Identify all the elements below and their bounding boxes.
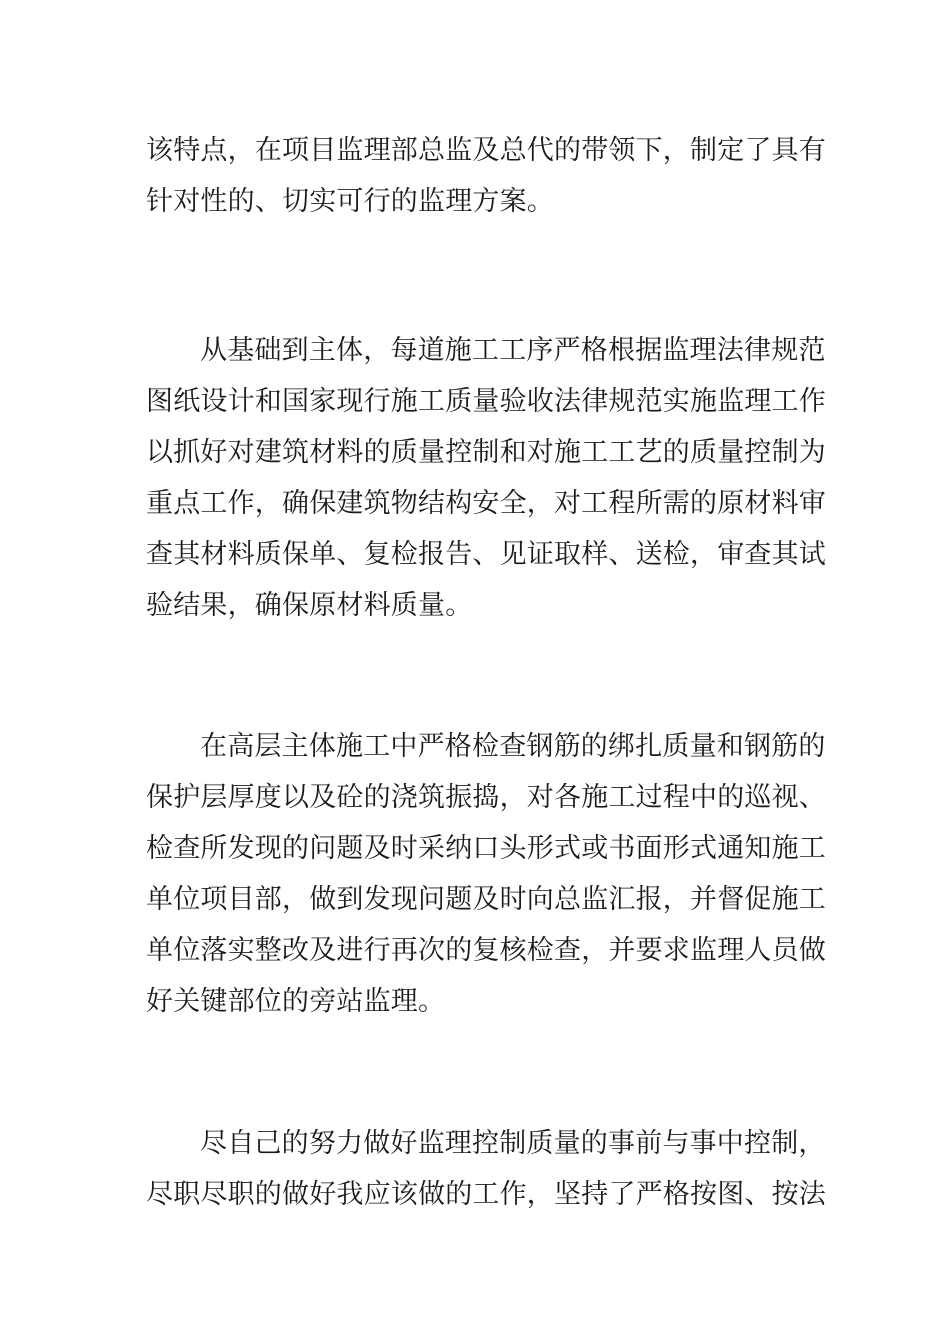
text-line: 单位项目部，做到发现问题及时向总监汇报，并督促施工: [146, 884, 826, 915]
text-line: 验结果，确保原材料质量。: [146, 590, 473, 621]
text-line: 针对性的、切实可行的监理方案。: [146, 186, 554, 217]
text-line: 单位落实整改及进行再次的复核检查，并要求监理人员做: [146, 935, 826, 966]
text-line: 保护层厚度以及砼的浇筑振捣，对各施工过程中的巡视、: [146, 782, 826, 813]
paragraph-3: [146, 721, 826, 1027]
text-line: 查其材料质保单、复检报告、见证取样、送检，审查其试: [146, 539, 826, 570]
text-line: 该特点，在项目监理部总监及总代的带领下，制定了具有: [146, 135, 826, 166]
text-line: 好关键部位的旁站监理。: [146, 986, 446, 1017]
text-line: 重点工作，确保建筑物结构安全，对工程所需的原材料审: [146, 488, 826, 519]
paragraph-4: [146, 1118, 826, 1220]
text-line: 检查所发现的问题及时采纳口头形式或书面形式通知施工: [146, 833, 826, 864]
text-line: 图纸设计和国家现行施工质量验收法律规范实施监理工作: [146, 386, 826, 417]
text-line: 尽自己的努力做好监理控制质量的事前与事中控制，: [200, 1128, 826, 1159]
paragraph-2: [146, 325, 826, 631]
text-line: 从基础到主体，每道施工工序严格根据监理法律规范: [200, 335, 826, 366]
text-line: 尽职尽职的做好我应该做的工作，坚持了严格按图、按法: [146, 1179, 826, 1210]
text-line: 在高层主体施工中严格检查钢筋的绑扎质量和钢筋的: [200, 731, 826, 762]
paragraph-1: [146, 125, 826, 227]
text-line: 以抓好对建筑材料的质量控制和对施工工艺的质量控制为: [146, 437, 826, 468]
